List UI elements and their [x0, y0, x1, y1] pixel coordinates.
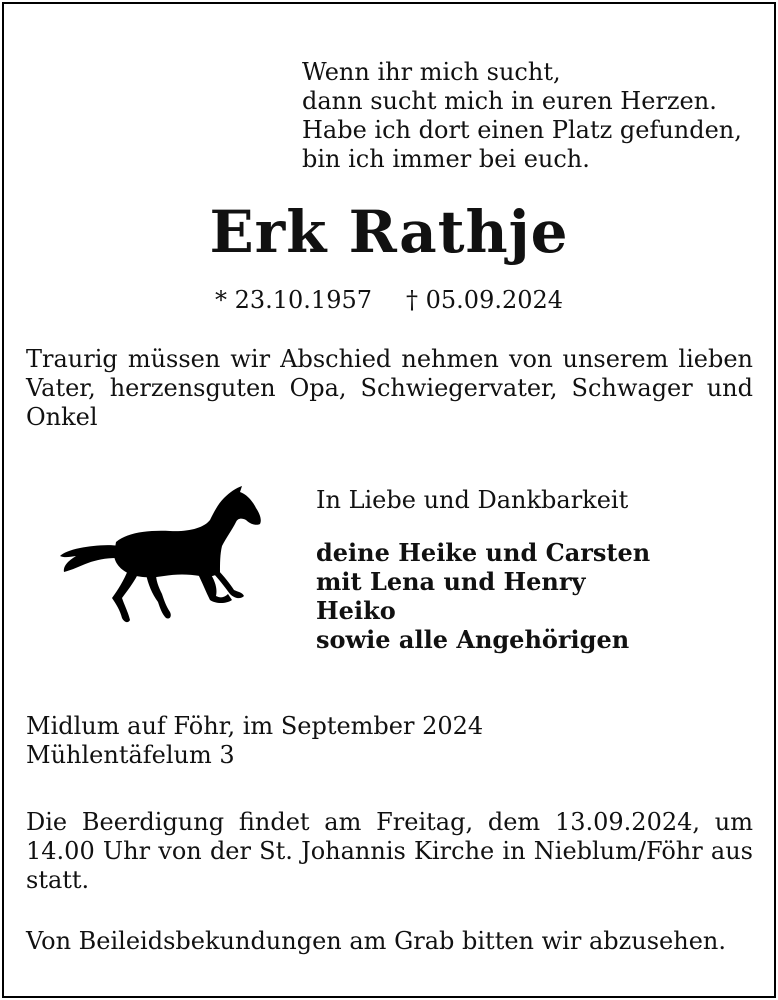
place-date: Midlum auf Föhr, im September 2024	[26, 712, 484, 740]
poem	[302, 58, 742, 174]
birth-date: * 23.10.1957	[214, 286, 372, 314]
poem-line: Wenn ihr mich sucht,	[302, 58, 561, 86]
address: Mühlentäfelum 3	[26, 741, 235, 769]
poem-line: bin ich immer bei euch.	[302, 145, 590, 173]
signer-line: Heiko	[316, 596, 396, 625]
poem-line: dann sucht mich in euren Herzen.	[302, 87, 717, 115]
horse-silhouette-icon	[58, 486, 264, 626]
poem-line: Habe ich dort einen Platz gefunden,	[302, 116, 742, 144]
intro-text: Traurig müssen wir Abschied nehmen von unserem lieben Vater, herzensguten Opa, Schwiegervater, Schwager und Onkel	[26, 345, 753, 431]
signer-line: mit Lena und Henry	[316, 567, 586, 596]
condolence-note: Von Beileidsbekundungen am Grab bitten wir abzusehen.	[26, 927, 726, 955]
closing-line: In Liebe und Dankbarkeit	[316, 486, 629, 514]
deceased-name: Erk Rathje	[209, 198, 569, 266]
death-date: † 05.09.2024	[406, 286, 564, 314]
signer-line: sowie alle Angehörigen	[316, 625, 630, 654]
signers	[316, 538, 650, 654]
place-and-address	[26, 712, 483, 770]
life-dates	[0, 286, 778, 314]
funeral-info: Die Beerdigung findet am Freitag, dem 13.09.2024, um 14.00 Uhr von der St. Johannis Kirche in Nieblum/Föhr aus statt.	[26, 808, 753, 894]
signer-line: deine Heike und Carsten	[316, 538, 651, 567]
